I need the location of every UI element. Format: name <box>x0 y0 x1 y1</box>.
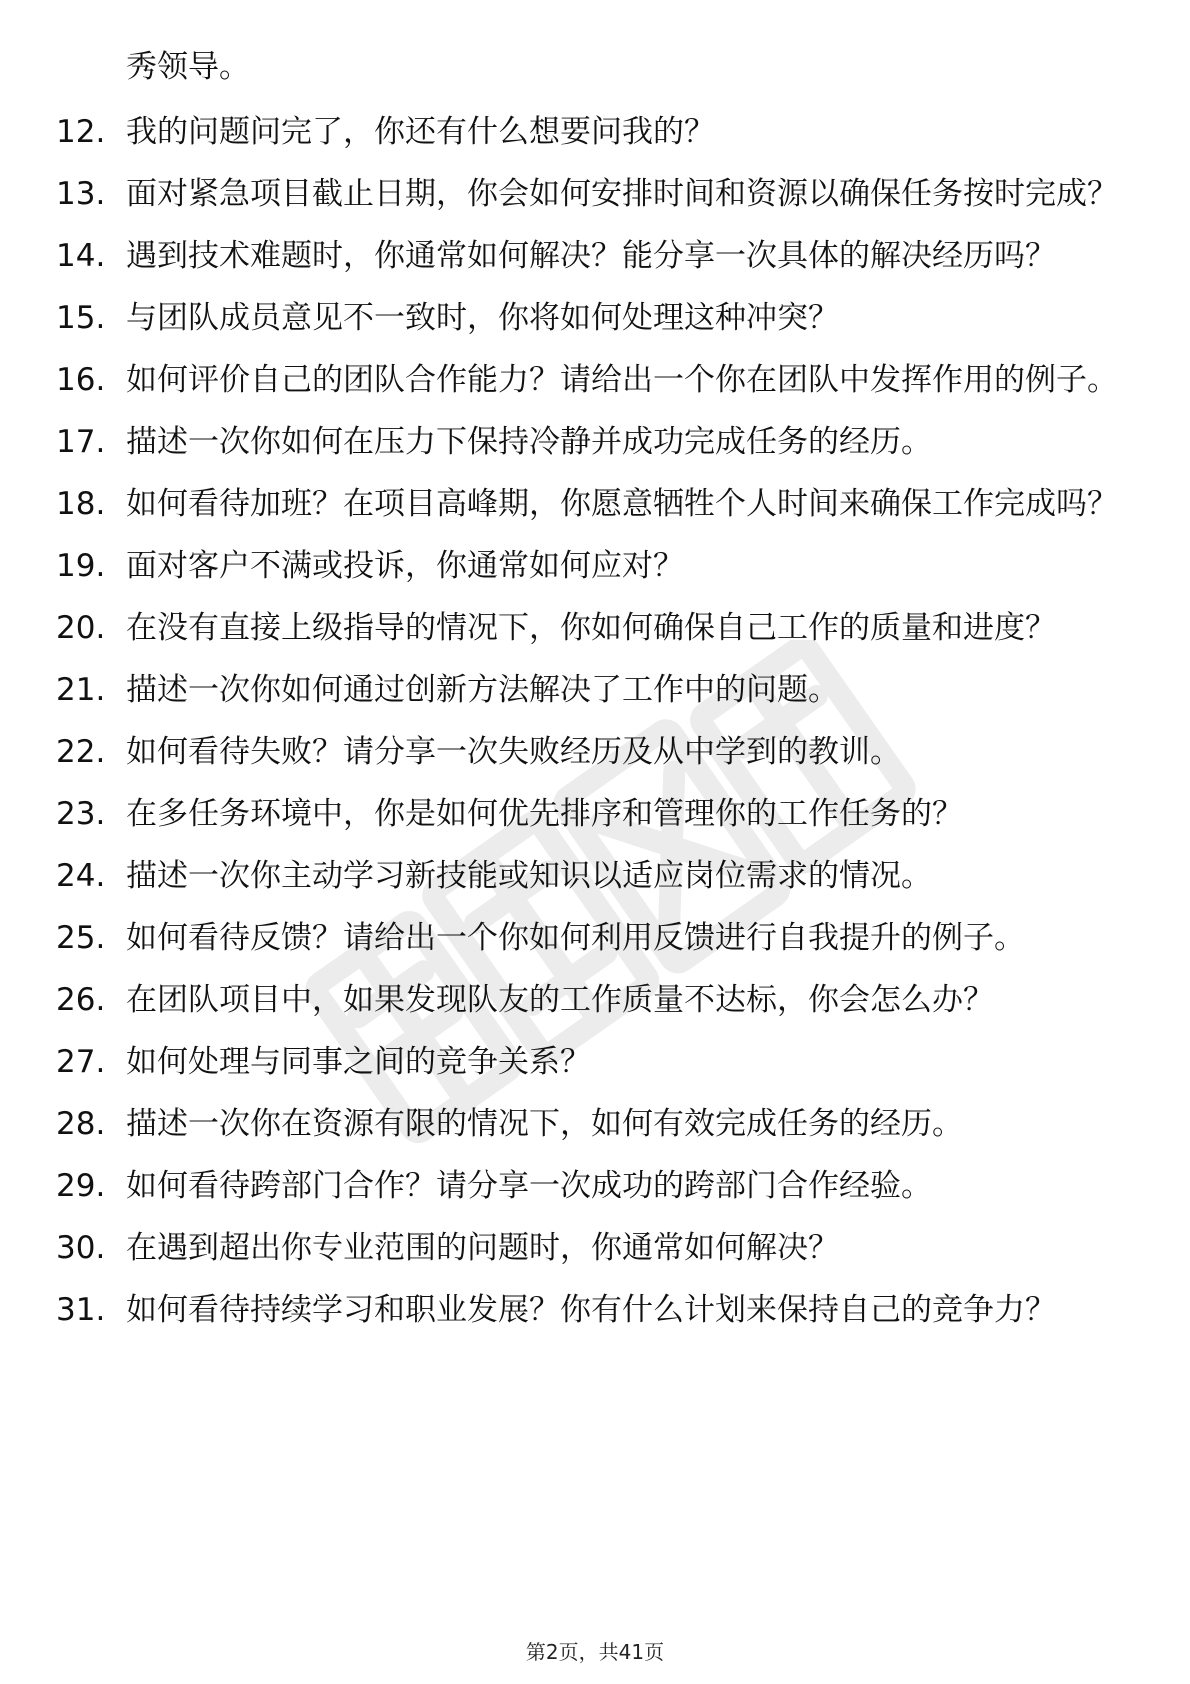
item-text: 如何看待跨部门合作？请分享一次成功的跨部门合作经验。 <box>126 1168 932 1204</box>
item-text: 如何看待失败？请分享一次失败经历及从中学到的教训。 <box>126 734 901 770</box>
list-item <box>56 856 1136 897</box>
item-text: 如何评价自己的团队合作能力？请给出一个你在团队中发挥作用的例子。 <box>126 362 1118 398</box>
item-number: 19. <box>56 548 106 584</box>
item-number: 24. <box>56 858 106 894</box>
item-number: 31. <box>56 1292 106 1328</box>
item-number: 21. <box>56 672 106 708</box>
list-item <box>56 794 1136 835</box>
item-number: 14. <box>56 238 106 274</box>
item-text: 遇到技术难题时，你通常如何解决？能分享一次具体的解决经历吗？ <box>126 238 1056 274</box>
item-text: 描述一次你如何在压力下保持冷静并成功完成任务的经历。 <box>126 424 932 460</box>
item-text: 描述一次你如何通过创新方法解决了工作中的问题。 <box>126 672 839 708</box>
item-number: 15. <box>56 300 106 336</box>
list-item <box>56 980 1136 1021</box>
item-text: 我的问题问完了，你还有什么想要问我的？ <box>126 114 715 150</box>
list-item <box>56 546 1136 587</box>
item-number: 23. <box>56 796 106 832</box>
list-item <box>56 360 1136 401</box>
item-text: 面对紧急项目截止日期，你会如何安排时间和资源以确保任务按时完成？ <box>126 176 1118 212</box>
page-footer: 第2页，共41页 <box>525 1640 665 1664</box>
list-item <box>56 732 1136 773</box>
item-number: 22. <box>56 734 106 770</box>
item-text: 如何看待反馈？请给出一个你如何利用反馈进行自我提升的例子。 <box>126 920 1025 956</box>
item-number: 25. <box>56 920 106 956</box>
list-item <box>56 1042 1136 1083</box>
item-text: 在多任务环境中，你是如何优先排序和管理你的工作任务的？ <box>126 796 963 832</box>
item-text: 在没有直接上级指导的情况下，你如何确保自己工作的质量和进度？ <box>126 610 1056 646</box>
item-number: 17. <box>56 424 106 460</box>
item-number: 12. <box>56 114 106 150</box>
item-number: 30. <box>56 1230 106 1266</box>
list-item <box>56 236 1136 277</box>
list-item <box>56 1290 1136 1331</box>
item-number: 16. <box>56 362 106 398</box>
list-item <box>56 1228 1136 1269</box>
item-number: 18. <box>56 486 106 522</box>
list-item <box>56 670 1136 711</box>
item-text: 与团队成员意见不一致时，你将如何处理这种冲突？ <box>126 300 839 336</box>
item-number: 20. <box>56 610 106 646</box>
item-text: 如何处理与同事之间的竞争关系？ <box>126 1044 591 1080</box>
list-item <box>56 608 1136 649</box>
list-item <box>56 422 1136 463</box>
list-item <box>56 1166 1136 1207</box>
item-text: 描述一次你在资源有限的情况下，如何有效完成任务的经历。 <box>126 1106 963 1142</box>
item-number: 13. <box>56 176 106 212</box>
question-list <box>56 112 1136 1352</box>
list-item <box>56 1104 1136 1145</box>
item-number: 27. <box>56 1044 106 1080</box>
item-text: 描述一次你主动学习新技能或知识以适应岗位需求的情况。 <box>126 858 932 894</box>
item-number: 29. <box>56 1168 106 1204</box>
item-text: 在团队项目中，如果发现队友的工作质量不达标，你会怎么办？ <box>126 982 994 1018</box>
item-text: 如何看待加班？在项目高峰期，你愿意牺牲个人时间来确保工作完成吗？ <box>126 486 1118 522</box>
item-number: 26. <box>56 982 106 1018</box>
item-number: 28. <box>56 1106 106 1142</box>
item-text: 如何看待持续学习和职业发展？你有什么计划来保持自己的竞争力？ <box>126 1292 1056 1328</box>
list-item <box>56 484 1136 525</box>
item-text: 面对客户不满或投诉，你通常如何应对？ <box>126 548 684 584</box>
list-item <box>56 174 1136 215</box>
item-text: 在遇到超出你专业范围的问题时，你通常如何解决？ <box>126 1230 839 1266</box>
list-item <box>56 112 1136 153</box>
continuation-text: 秀领导。 <box>126 49 250 85</box>
list-item <box>56 918 1136 959</box>
list-item <box>56 298 1136 339</box>
